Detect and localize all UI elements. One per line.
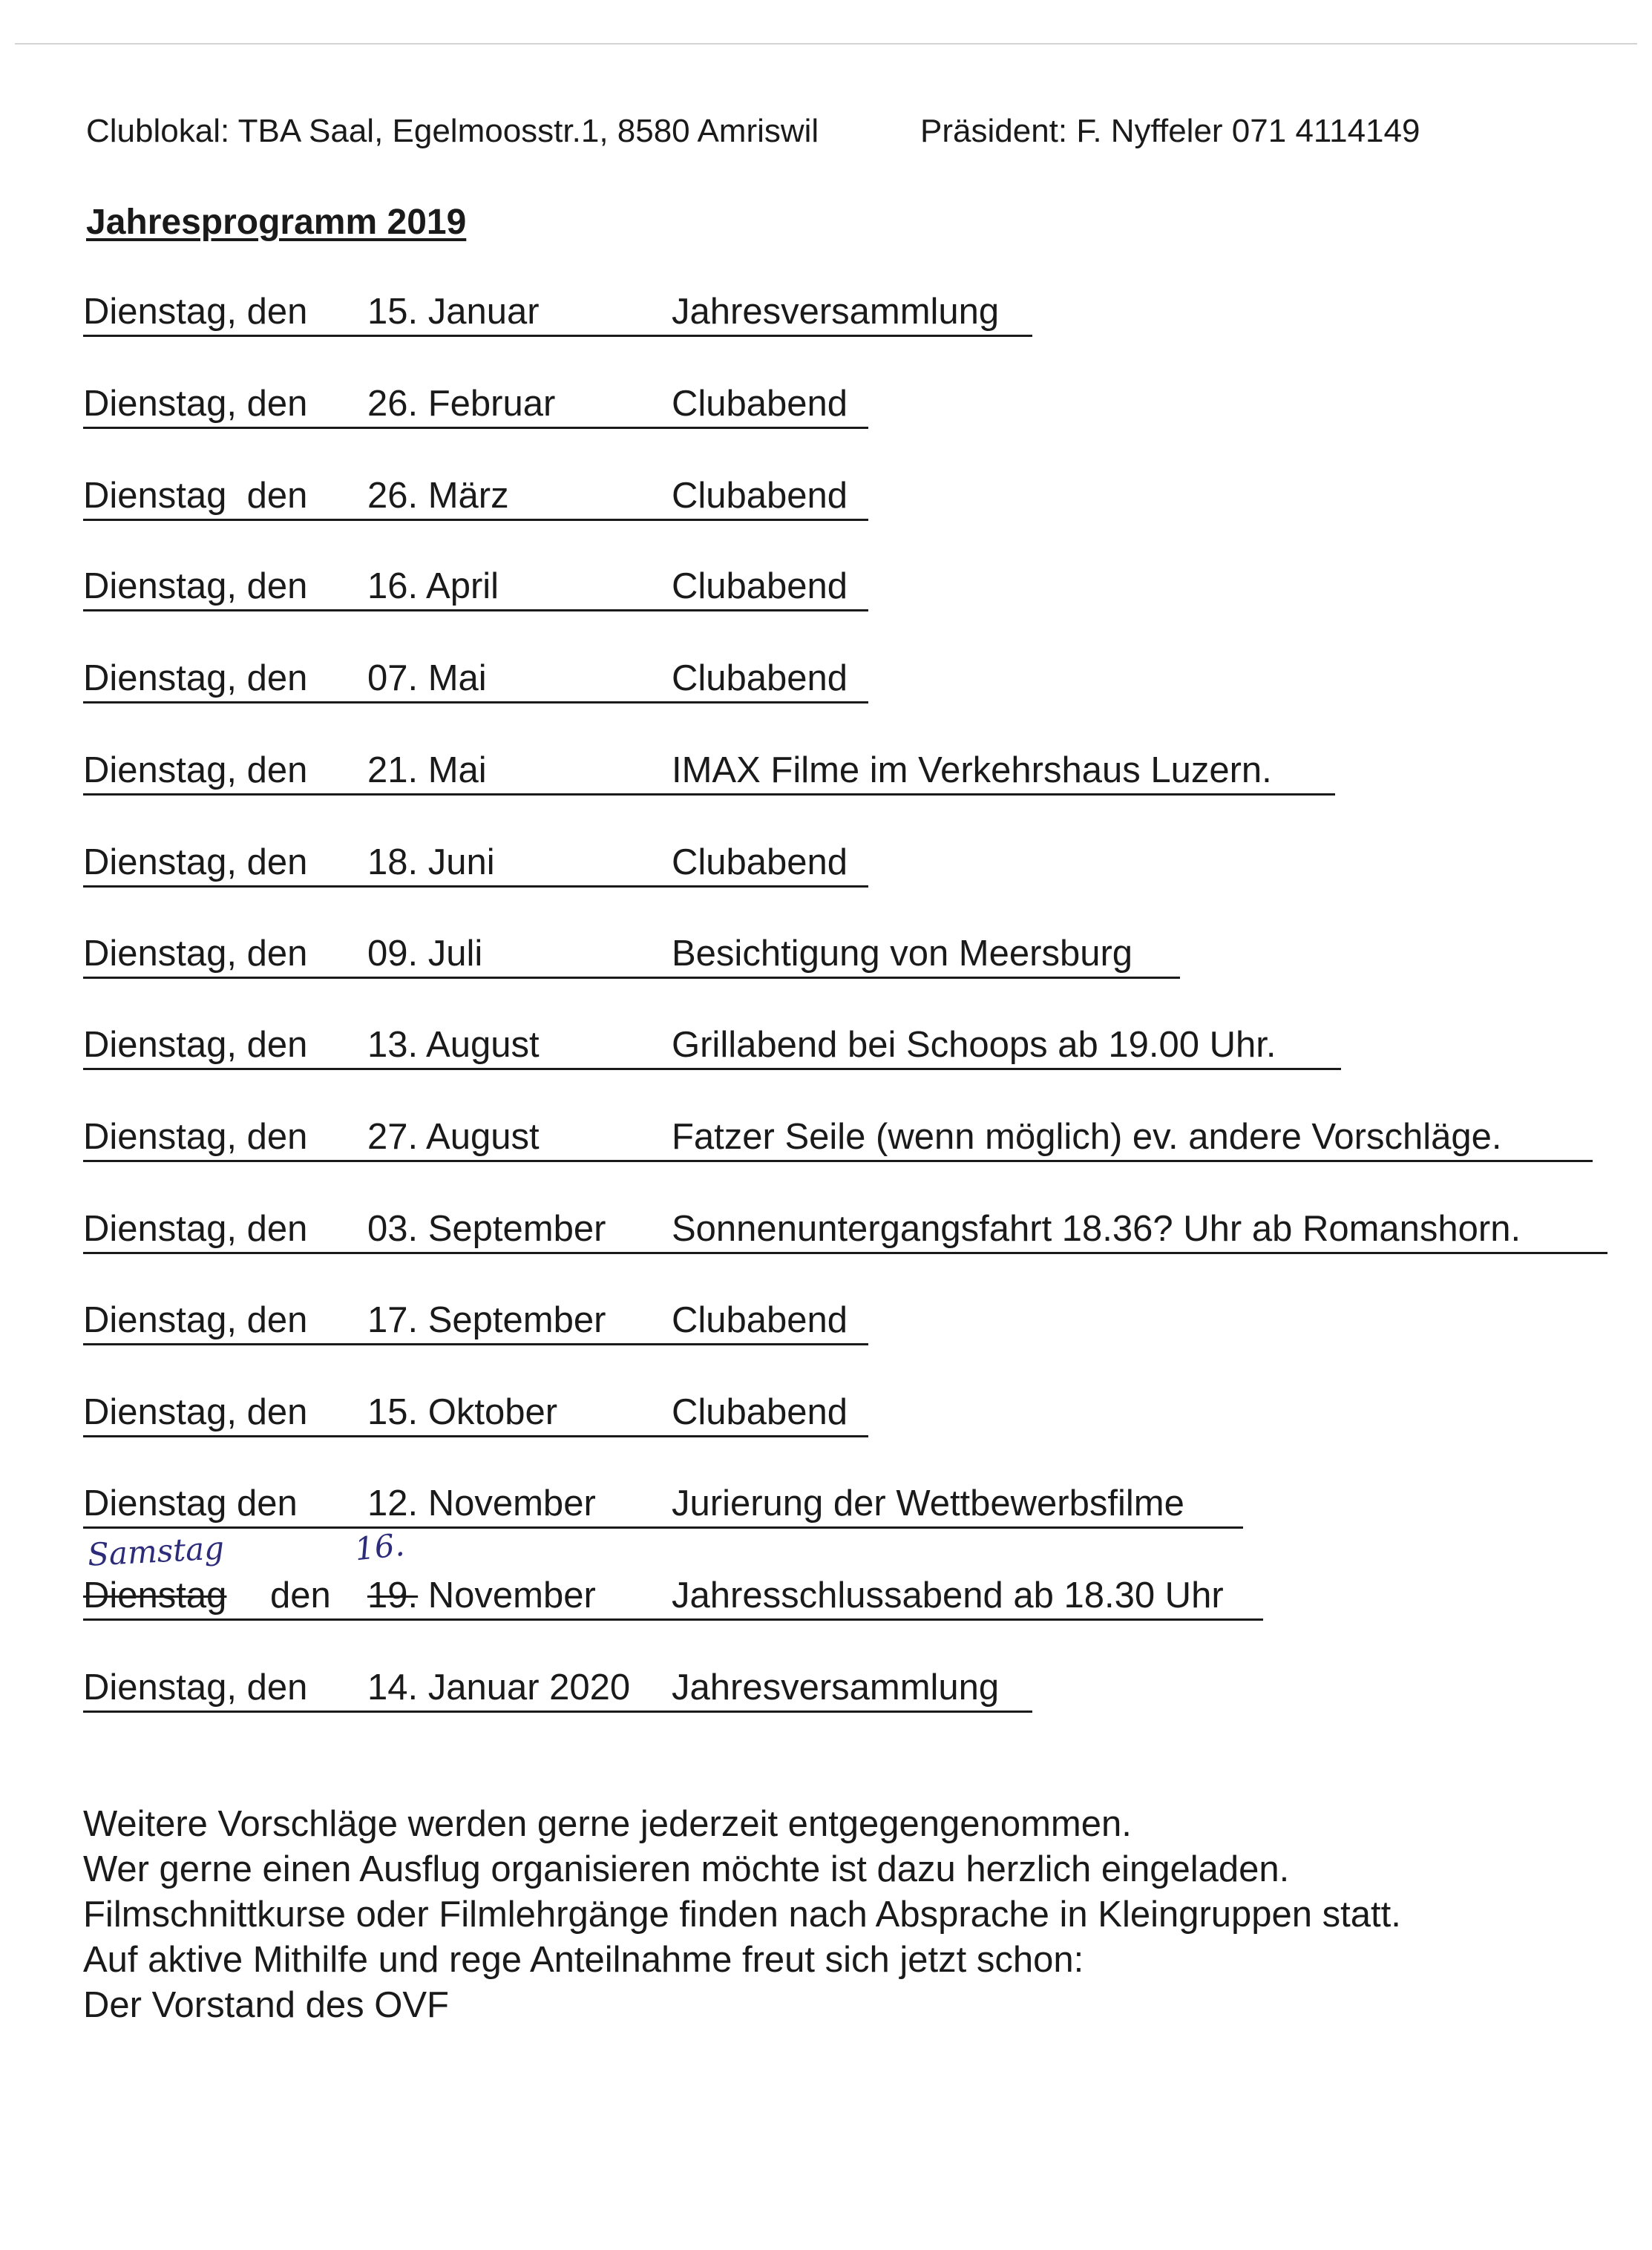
event-description: Besichtigung von Meersburg <box>672 934 1133 974</box>
event-day: Dienstag, den <box>83 1392 308 1432</box>
footer-line: Filmschnittkurse oder Filmlehrgänge finden nach Absprache in Kleingruppen statt. <box>83 1895 1401 1935</box>
event-day: Dienstag, den <box>83 1117 308 1157</box>
event-date: 07. Mai <box>367 658 487 698</box>
event-day: Dienstag, den <box>83 750 308 790</box>
underline-rule <box>83 701 868 703</box>
event-date: 15. Januar <box>367 292 540 332</box>
event-day: Dienstag, den <box>83 658 308 698</box>
underline-rule <box>83 793 1335 796</box>
event-date-month: November <box>427 1575 596 1616</box>
underline-rule <box>83 885 868 888</box>
underline-rule <box>83 335 1032 337</box>
footer-signature: Der Vorstand des OVF <box>83 1985 449 2025</box>
handwritten-day-correction: Samstag <box>86 1529 226 1573</box>
event-date: 26. Februar <box>367 384 556 424</box>
handwritten-date-correction: 16. <box>353 1526 407 1568</box>
event-day-struck: Dienstag <box>83 1575 227 1616</box>
event-day: Dienstag den <box>83 476 308 516</box>
event-description: IMAX Filme im Verkehrshaus Luzern. <box>672 750 1272 790</box>
event-day: Dienstag, den <box>83 566 308 606</box>
event-description: Jahresversammlung <box>672 292 1000 332</box>
event-date <box>367 1575 596 1616</box>
event-date: 21. Mai <box>367 750 487 790</box>
event-description: Sonnenuntergangsfahrt 18.36? Uhr ab Romanshorn. <box>672 1209 1521 1249</box>
clublokal-address: Clublokal: TBA Saal, Egelmoosstr.1, 8580 Amriswil <box>86 113 819 149</box>
event-day: Dienstag, den <box>83 292 308 332</box>
event-description: Clubabend <box>672 566 848 606</box>
event-description: Clubabend <box>672 842 848 882</box>
program-title: Jahresprogramm 2019 <box>86 203 467 242</box>
event-description: Jahresversammlung <box>672 1667 1000 1708</box>
event-day: Dienstag den <box>83 1483 298 1523</box>
event-date: 26. März <box>367 476 509 516</box>
underline-rule <box>83 519 868 521</box>
underline-rule <box>83 977 1180 979</box>
event-date: 15. Oktober <box>367 1392 558 1432</box>
event-day: Dienstag, den <box>83 934 308 974</box>
event-date: 27. August <box>367 1117 540 1157</box>
underline-rule <box>83 1435 868 1437</box>
underline-rule <box>83 1711 1032 1713</box>
underline-rule <box>83 1343 868 1345</box>
event-date: 16. April <box>367 566 499 606</box>
event-day: Dienstag, den <box>83 1025 308 1065</box>
event-day: Dienstag, den <box>83 842 308 882</box>
footer-line: Wer gerne einen Ausflug organisieren möchte ist dazu herzlich eingeladen. <box>83 1849 1290 1889</box>
underline-rule <box>83 609 868 611</box>
footer-line: Weitere Vorschläge werden gerne jederzeit entgegengenommen. <box>83 1804 1132 1844</box>
event-date: 13. August <box>367 1025 540 1065</box>
event-description: Clubabend <box>672 658 848 698</box>
president-contact: Präsident: F. Nyffeler 071 4114149 <box>920 113 1420 149</box>
event-description: Fatzer Seile (wenn möglich) ev. andere Vorschläge. <box>672 1117 1502 1157</box>
event-date: 03. September <box>367 1209 606 1249</box>
underline-rule <box>83 1068 1341 1070</box>
event-description: Clubabend <box>672 476 848 516</box>
event-date: 17. September <box>367 1300 606 1340</box>
scan-edge-line <box>15 43 1637 45</box>
event-description: Clubabend <box>672 384 848 424</box>
event-date: 18. Juni <box>367 842 495 882</box>
event-date: 14. Januar 2020 <box>367 1667 631 1708</box>
event-day-word: den <box>270 1575 331 1616</box>
underline-rule <box>83 1526 1243 1529</box>
underline-rule <box>83 427 868 429</box>
underline-rule <box>83 1160 1593 1162</box>
event-description: Jahresschlussabend ab 18.30 Uhr <box>672 1575 1224 1616</box>
underline-rule <box>83 1618 1263 1621</box>
event-date: 12. November <box>367 1483 596 1523</box>
event-description: Clubabend <box>672 1392 848 1432</box>
event-date-num-struck: 19. <box>367 1575 419 1616</box>
event-description: Jurierung der Wettbewerbsfilme <box>672 1483 1184 1523</box>
event-day: Dienstag, den <box>83 1209 308 1249</box>
footer-line: Auf aktive Mithilfe und rege Anteilnahme freut sich jetzt schon: <box>83 1940 1084 1980</box>
event-date: 09. Juli <box>367 934 483 974</box>
footer-notes <box>83 1802 1401 2028</box>
event-day: Dienstag, den <box>83 1300 308 1340</box>
event-day: Dienstag, den <box>83 1667 308 1708</box>
underline-rule <box>83 1252 1607 1254</box>
event-day: Dienstag, den <box>83 384 308 424</box>
event-description: Grillabend bei Schoops ab 19.00 Uhr. <box>672 1025 1276 1065</box>
event-description: Clubabend <box>672 1300 848 1340</box>
